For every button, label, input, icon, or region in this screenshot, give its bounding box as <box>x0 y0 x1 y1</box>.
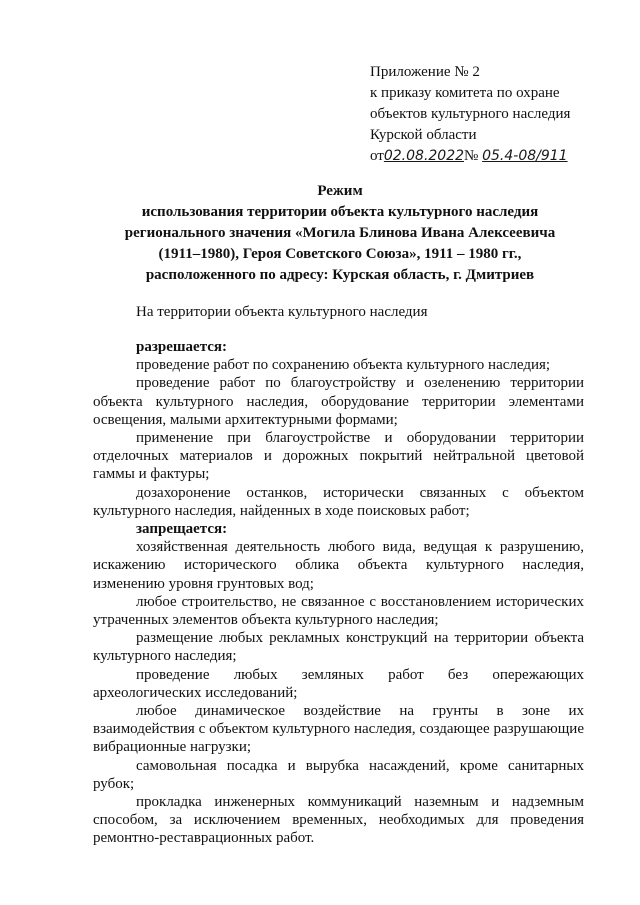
forbidden-item: прокладка инженерных коммуникаций наземным и надземным способом, за исключением временных, необходимых для проведения ремонтно-реставрационных работ. <box>93 794 584 847</box>
handwritten-number: 05.4-08/911 <box>482 148 568 164</box>
intro-text: На территории объекта культурного наследия <box>136 304 428 320</box>
forbidden-item: самовольная посадка и вырубка насаждений, кроме санитарных рубок; <box>93 757 584 792</box>
appendix-committee-line: объектов культурного наследия <box>370 106 571 122</box>
title-line-3: регионального значения «Могила Блинова Ивана Алексеевича <box>124 225 556 241</box>
handwritten-date: 02.08.2022 <box>383 148 465 164</box>
allowed-item: дозахоронение останков, исторически связанных с объектом культурного наследия, найденных в ходе поисковых работ; <box>93 484 584 519</box>
appendix-number: Приложение № 2 <box>370 64 480 80</box>
allowed-heading: разрешается: <box>136 339 228 355</box>
title-line-5: расположенного по адресу: Курская область, г. Дмитриев <box>145 267 535 283</box>
forbidden-heading: запрещается: <box>136 521 228 538</box>
number-prefix: № <box>464 148 479 164</box>
allowed-item: проведение работ по сохранению объекта культурного наследия; <box>136 357 551 374</box>
forbidden-item: хозяйственная деятельность любого вида, ведущая к разрушению, искажению исторического облика объекта культурного наследия, изменению уровня грунтовых вод; <box>93 539 584 592</box>
date-prefix: от <box>370 148 384 164</box>
title-line-1: Режим <box>317 183 363 199</box>
allowed-item: применение при благоустройстве и оборудовании территории отделочных материалов и дорожных покрытий нейтральной цветовой гаммы и фактуры; <box>93 430 584 483</box>
regime-body <box>93 338 584 848</box>
forbidden-item: проведение любых земляных работ без опережающих археологических исследований; <box>93 666 584 701</box>
title-line-4: (1911–1980), Героя Советского Союза», 1911 – 1980 гг., <box>158 246 522 262</box>
forbidden-item: размещение любых рекламных конструкций на территории объекта культурного наследия; <box>93 630 584 665</box>
appendix-block <box>370 62 570 167</box>
document-title <box>100 181 580 286</box>
forbidden-item: любое строительство, не связанное с восстановлением исторических утраченных элементов объекта культурного наследия; <box>93 593 584 629</box>
forbidden-item: любое динамическое воздействие на грунты в зоне их взаимодействия с объектом культурного наследия, создающее разрушающие вибрационные нагрузки; <box>93 703 584 756</box>
appendix-order-line: к приказу комитета по охране <box>370 85 560 101</box>
allowed-item: проведение работ по благоустройству и озеленению территории объекта культурного наследия, оборудование территории элементами освещения, малыми архитектурными формами; <box>93 375 584 428</box>
title-line-2: использования территории объекта культурного наследия <box>141 204 539 220</box>
appendix-region-line: Курской области <box>370 127 477 143</box>
appendix-date-line <box>370 146 570 167</box>
